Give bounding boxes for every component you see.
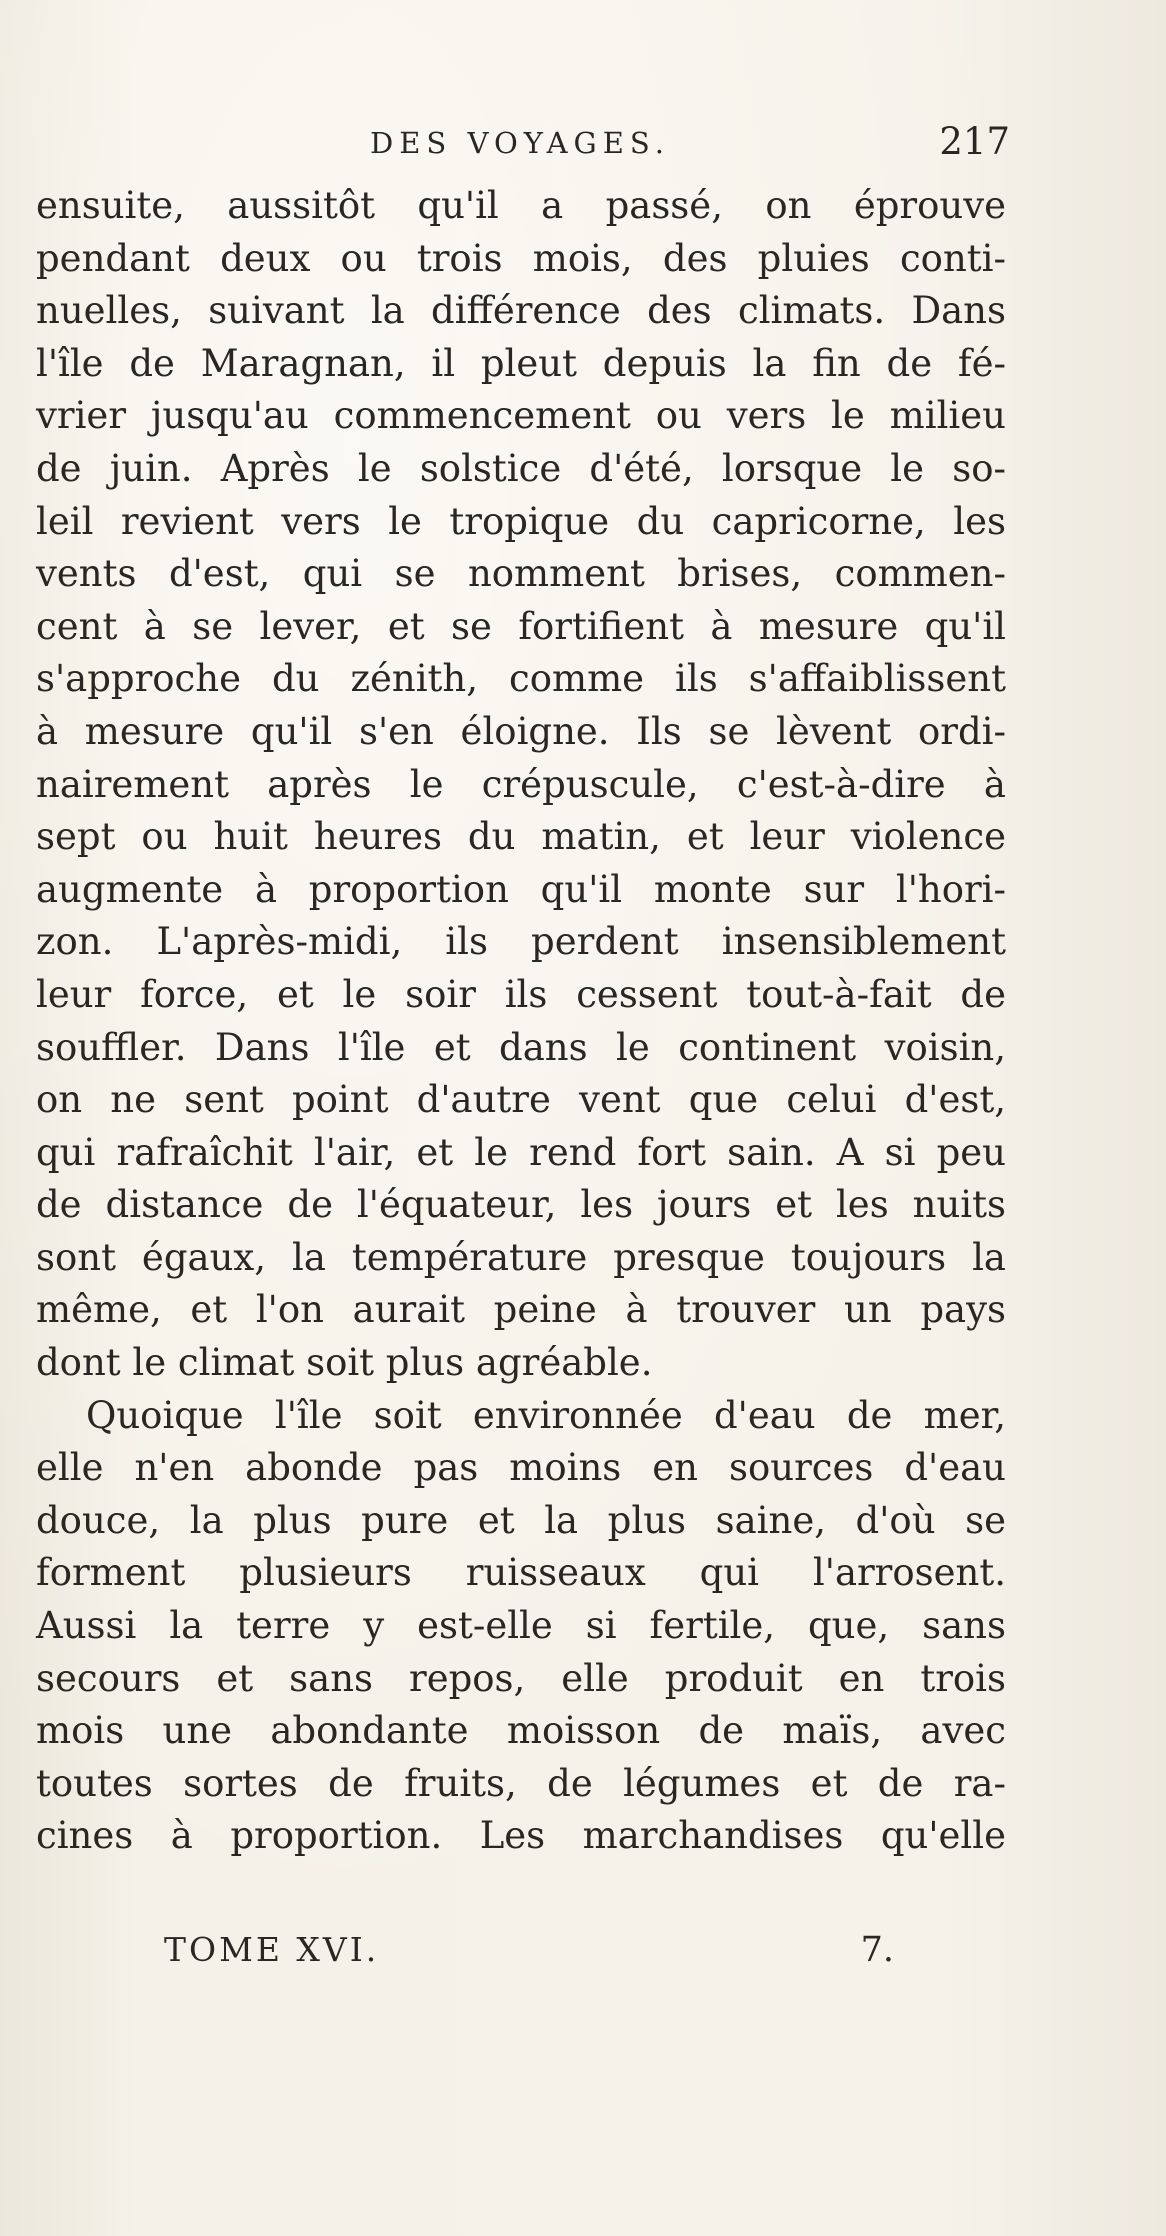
text-line: sont égaux, la température presque toujours la <box>36 1235 1006 1279</box>
text-line-paragraph-start: Quoique l'île soit environnée d'eau de mer, <box>86 1393 1006 1437</box>
text-line: mois une abondante moisson de maïs, avec <box>36 1709 1006 1753</box>
text-line: sept ou huit heures du matin, et leur violence <box>36 815 1006 859</box>
text-line: nairement après le crépuscule, c'est-à-dire à <box>36 762 1006 806</box>
running-head <box>120 120 1010 166</box>
text-line: l'île de Maragnan, il pleut depuis la fin de fé- <box>36 341 1006 385</box>
text-line: secours et sans repos, elle produit en trois <box>36 1656 1006 1700</box>
text-line: qui rafraîchit l'air, et le rend fort sain. A si peu <box>36 1130 1006 1174</box>
page-number: 217 <box>939 120 1010 163</box>
text-line: de juin. Après le solstice d'été, lorsque le so- <box>36 446 1006 490</box>
text-line: leil revient vers le tropique du capricorne, les <box>36 499 1006 543</box>
text-line: s'approche du zénith, comme ils s'affaiblissent <box>36 657 1006 701</box>
text-line: de distance de l'équateur, les jours et les nuits <box>36 1183 1006 1227</box>
volume-label: TOME XVI. <box>164 1930 380 1969</box>
text-line: leur force, et le soir ils cessent tout-à-fait de <box>36 972 1006 1016</box>
body-text <box>36 180 1006 1863</box>
text-line: pendant deux ou trois mois, des pluies conti- <box>36 236 1006 280</box>
page-footer <box>164 1930 894 1980</box>
text-line: souffler. Dans l'île et dans le continent voisin, <box>36 1025 1006 1069</box>
text-line: on ne sent point d'autre vent que celui d'est, <box>36 1078 1006 1122</box>
text-line: ensuite, aussitôt qu'il a passé, on éprouve <box>36 184 1006 227</box>
text-line-paragraph-end: dont le climat soit plus agréable. <box>36 1341 653 1385</box>
text-line: cent à se lever, et se fortifient à mesure qu'il <box>36 604 1006 648</box>
text-line: zon. L'après-midi, ils perdent insensiblement <box>36 920 1006 964</box>
text-line: nuelles, suivant la différence des climats. Dans <box>36 289 1006 333</box>
text-line: à mesure qu'il s'en éloigne. Ils se lèvent ordi- <box>36 709 1006 753</box>
text-line: elle n'en abonde pas moins en sources d'eau <box>36 1446 1006 1490</box>
text-line: douce, la plus pure et la plus saine, d'où se <box>36 1498 1006 1542</box>
text-line: Aussi la terre y est-elle si fertile, que, sans <box>36 1604 1006 1648</box>
text-line: même, et l'on aurait peine à trouver un pays <box>36 1288 1006 1332</box>
text-line: cines à proportion. Les marchandises qu'elle <box>36 1814 1006 1858</box>
text-line: toutes sortes de fruits, de légumes et de ra- <box>36 1761 1006 1805</box>
text-line: vents d'est, qui se nomment brises, commen- <box>36 552 1006 596</box>
running-title: DES VOYAGES. <box>370 126 670 160</box>
signature-mark: 7. <box>860 1930 894 1970</box>
text-line: augmente à proportion qu'il monte sur l'hori- <box>36 867 1006 911</box>
text-line: forment plusieurs ruisseaux qui l'arrosent. <box>36 1551 1006 1595</box>
text-line: vrier jusqu'au commencement ou vers le milieu <box>36 394 1006 438</box>
